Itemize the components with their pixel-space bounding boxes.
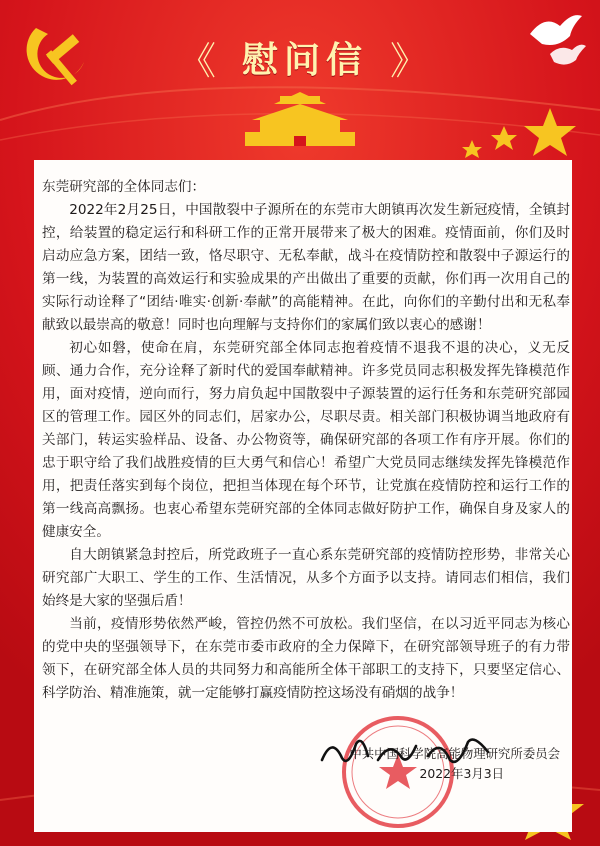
- letter-signoff: [300, 744, 560, 784]
- title-bracket-left: 《: [178, 39, 217, 83]
- organization-name: 中共中国科学院高能物理研究所委员会: [349, 746, 560, 761]
- letter-paragraph: 自大朗镇紧急封控后，所党政班子一直心系东莞研究部的疫情防控形势，非常关心研究部广大职工、学生的工作、生活情况，从多个方面予以支持。请同志们相信，我们始终是大家的坚强后盾！: [42, 547, 570, 609]
- page-title: 慰问信: [241, 39, 368, 81]
- letter-paragraph: 2022年2月25日，中国散裂中子源所在的东莞市大朗镇再次发生新冠疫情，全镇封控，给装置的稳定运行和科研工作的正常开展带来了极大的困难。疫情面前，你们及时启动应急方案，团结一致，恪尽职守、无私奉献，战斗在疫情防控和散裂中子源运行的第一线，为装置的高效运行和实验成果的产出做出了重要的贡献，你们再一次用自己的实际行动诠释了“团结·唯实·创新·奉献”的高能精神。在此，向你们的辛勤付出和无私奉献致以最崇高的敬意！同时也向理解与支持你们的家属们致以衷心的感谢！: [42, 202, 570, 333]
- letter-greeting: 东莞研究部的全体同志们：: [42, 179, 206, 195]
- letter-paragraph: 当前，疫情形势依然严峻，管控仍然不可放松。我们坚信，在以习近平同志为核心的党中央的坚强领导下，在东莞市委市政府的全力保障下，在研究部领导班子的有力带领下，在研究部全体人员的共同努力和高能所全体干部职工的支持下，只要坚定信心、科学防治、精准施策，就一定能够打赢疫情防控这场没有硝烟的战争！: [42, 616, 570, 701]
- letter-date: 2022年3月3日: [419, 766, 504, 781]
- title-banner: [0, 0, 600, 160]
- letter-paragraph: 初心如磐，使命在肩，东莞研究部全体同志抱着疫情不退我不退的决心，义无反顾、通力合作，充分诠释了新时代的爱国奉献精神。许多党员同志积极发挥先锋模范作用，面对疫情，逆向而行，努力肩负起中国散裂中子源装置的运行任务和东莞研究部园区的管理工作。园区外的同志们，居家办公，尽职尽责。相关部门积极协调当地政府有关部门，转运实验样品、设备、办公物资等，确保研究部的各项工作有序开展。你们的忠于职守给了我们战胜疫情的巨大勇气和信心！希望广大党员同志继续发挥先锋模范作用，把责任落实到每个岗位，把担当体现在每个环节，让党旗在疫情防控和运行工作的第一线高高飘扬。也衷心希望东莞研究部的全体同志做好防护工作，确保自身及家人的健康安全。: [42, 340, 570, 540]
- title-bracket-right: 》: [390, 39, 429, 83]
- letter-body: [42, 176, 570, 705]
